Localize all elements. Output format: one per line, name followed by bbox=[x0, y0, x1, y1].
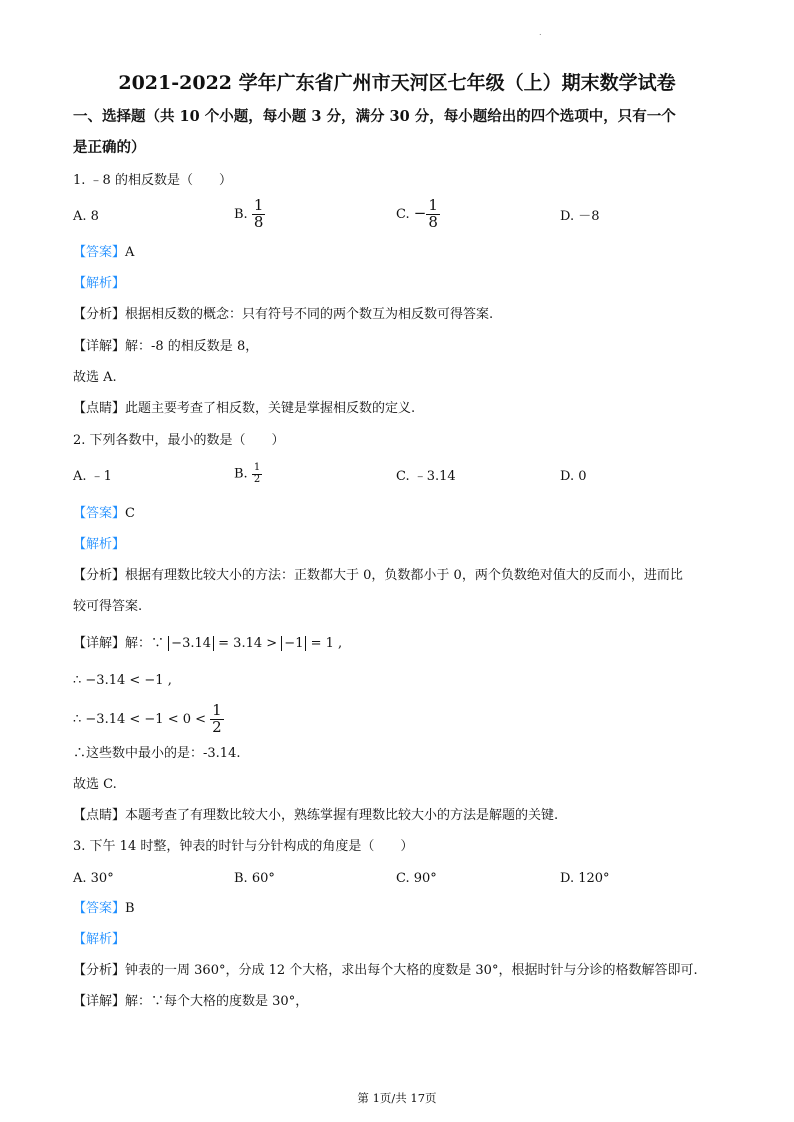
q2-answer bbox=[73, 504, 135, 524]
analysis-tag: 【解析】 bbox=[73, 276, 126, 291]
q2-fenxi-line1 bbox=[73, 566, 683, 586]
q2-step2 bbox=[73, 703, 224, 736]
q2-fenxi-text: 根据有理数比较大小的方法：正数都大于 0，负数都小于 0，两个负数绝对值大的反而小，进而比 bbox=[125, 568, 683, 583]
q3-fenxi-text: 钟表的一周 360°，分成 12 个大格，求出每个大格的度数是 30°，根据时针与分诊的格数解答即可. bbox=[125, 963, 698, 978]
q1-option-c-numerator: 1 bbox=[428, 196, 438, 214]
q2-step2-numerator: 1 bbox=[212, 701, 222, 719]
q1-answer bbox=[73, 243, 134, 263]
q2-option-c: C. ﹣3.14 bbox=[396, 469, 456, 484]
xiangjie-tag: 【详解】 bbox=[73, 994, 126, 1009]
q3-option-d: D. 120° bbox=[560, 871, 610, 886]
fenxi-tag: 【分析】 bbox=[73, 307, 126, 322]
q1-option-b-numerator: 1 bbox=[253, 196, 264, 214]
q2-analysis-heading bbox=[73, 535, 125, 555]
q1-analysis-heading bbox=[73, 274, 125, 294]
q2-answer-value: C bbox=[125, 506, 135, 521]
page-mark: . bbox=[539, 28, 542, 37]
q3-xiangjie bbox=[73, 992, 308, 1012]
q1-option-b-prefix: B. bbox=[234, 206, 248, 222]
q1-dianjing bbox=[73, 399, 415, 419]
q1-option-b-fraction bbox=[252, 198, 266, 231]
q2-xiangjie-prefix: 解：∵ bbox=[125, 636, 165, 651]
q1-fenxi-text: 根据相反数的概念：只有符号不同的两个数互为相反数可得答案. bbox=[125, 307, 494, 322]
q1-stem: 1. ﹣8 的相反数是（ ） bbox=[73, 173, 232, 188]
answer-tag: 【答案】 bbox=[73, 901, 126, 916]
q1-option-a: A. 8 bbox=[73, 209, 99, 224]
q2-option-b-prefix: B. bbox=[234, 466, 248, 482]
section-heading-line2: 是正确的） bbox=[73, 139, 146, 156]
section-heading-line1: 一、选择题（共 10 个小题，每小题 3 分，满分 30 分，每小题给出的四个选项中，只有一个 bbox=[73, 108, 676, 125]
answer-tag: 【答案】 bbox=[73, 245, 126, 260]
q1-option-c-denominator: 8 bbox=[428, 212, 438, 231]
q1-choose: 故选 A. bbox=[73, 370, 117, 385]
dianjing-tag: 【点睛】 bbox=[73, 401, 126, 416]
q1-option-c bbox=[396, 198, 440, 231]
q1-xiangjie bbox=[73, 337, 258, 357]
q3-option-a: A. 30° bbox=[73, 871, 114, 886]
q2-step2-prefix: ∴ −3.14 < −1 < 0 < bbox=[73, 711, 207, 727]
q1-fenxi bbox=[73, 305, 493, 325]
q3-fenxi bbox=[73, 961, 698, 981]
q3-xiangjie-text: 解：∵每个大格的度数是 30°， bbox=[125, 994, 309, 1009]
q1-option-b bbox=[234, 198, 265, 231]
q2-abs-value-2: −1 bbox=[281, 636, 306, 651]
q2-step2-denominator: 2 bbox=[212, 717, 222, 736]
q2-option-b bbox=[234, 463, 262, 485]
page-footer: 第 1页/共 17页 bbox=[357, 1091, 437, 1105]
q1-option-c-sign: − bbox=[413, 203, 427, 222]
xiangjie-tag: 【详解】 bbox=[73, 339, 126, 354]
q2-step3: ∴这些数中最小的是：-3.14. bbox=[73, 746, 241, 761]
q2-stem: 2. 下列各数中，最小的数是（ ） bbox=[73, 433, 285, 448]
fenxi-tag: 【分析】 bbox=[73, 568, 126, 583]
q2-abs-value-1: −3.14 bbox=[168, 636, 214, 651]
q2-option-d: D. 0 bbox=[560, 469, 587, 484]
q3-answer-value: B bbox=[125, 901, 135, 916]
q2-fenxi-line2: 较可得答案. bbox=[73, 599, 143, 614]
q1-answer-value: A bbox=[125, 245, 135, 260]
analysis-tag: 【解析】 bbox=[73, 537, 126, 552]
q2-step1: ∴ −3.14 < −1 , bbox=[73, 673, 172, 688]
q2-eq-2: = 1 , bbox=[310, 636, 343, 651]
fenxi-tag: 【分析】 bbox=[73, 963, 126, 978]
q1-option-c-fraction bbox=[426, 198, 440, 231]
q1-xiangjie-text: 解：-8 的相反数是 8， bbox=[125, 339, 259, 354]
analysis-tag: 【解析】 bbox=[73, 932, 126, 947]
q1-option-b-denominator: 8 bbox=[253, 212, 264, 231]
q2-step2-fraction bbox=[210, 703, 224, 736]
q2-dianjing bbox=[73, 806, 558, 826]
xiangjie-tag: 【详解】 bbox=[73, 636, 126, 651]
page-title: 2021-2022 学年广东省广州市天河区七年级（上）期末数学试卷 bbox=[118, 72, 676, 94]
q3-answer bbox=[73, 899, 135, 919]
q2-choose: 故选 C. bbox=[73, 777, 117, 792]
q3-stem: 3. 下午 14 时整，钟表的时针与分针构成的角度是（ ） bbox=[73, 839, 414, 854]
dianjing-tag: 【点睛】 bbox=[73, 808, 126, 823]
q1-option-d: D. －8 bbox=[560, 209, 600, 224]
q2-option-b-fraction bbox=[252, 463, 262, 485]
q2-eq-1: = 3.14 > bbox=[218, 636, 278, 651]
q3-analysis-heading bbox=[73, 930, 125, 950]
q3-option-c: C. 90° bbox=[396, 871, 437, 886]
answer-tag: 【答案】 bbox=[73, 506, 126, 521]
q1-dianjing-text: 此题主要考查了相反数，关键是掌握相反数的定义. bbox=[125, 401, 416, 416]
q3-option-b: B. 60° bbox=[234, 871, 275, 886]
q2-dianjing-text: 本题考查了有理数比较大小，熟练掌握有理数比较大小的方法是解题的关键. bbox=[125, 808, 559, 823]
q2-option-b-numerator: 1 bbox=[253, 462, 261, 473]
q2-option-a: A. ﹣1 bbox=[73, 469, 112, 484]
q2-option-b-denominator: 2 bbox=[253, 473, 261, 485]
q1-option-c-prefix: C. bbox=[396, 206, 410, 222]
q2-xiangjie bbox=[73, 634, 342, 654]
